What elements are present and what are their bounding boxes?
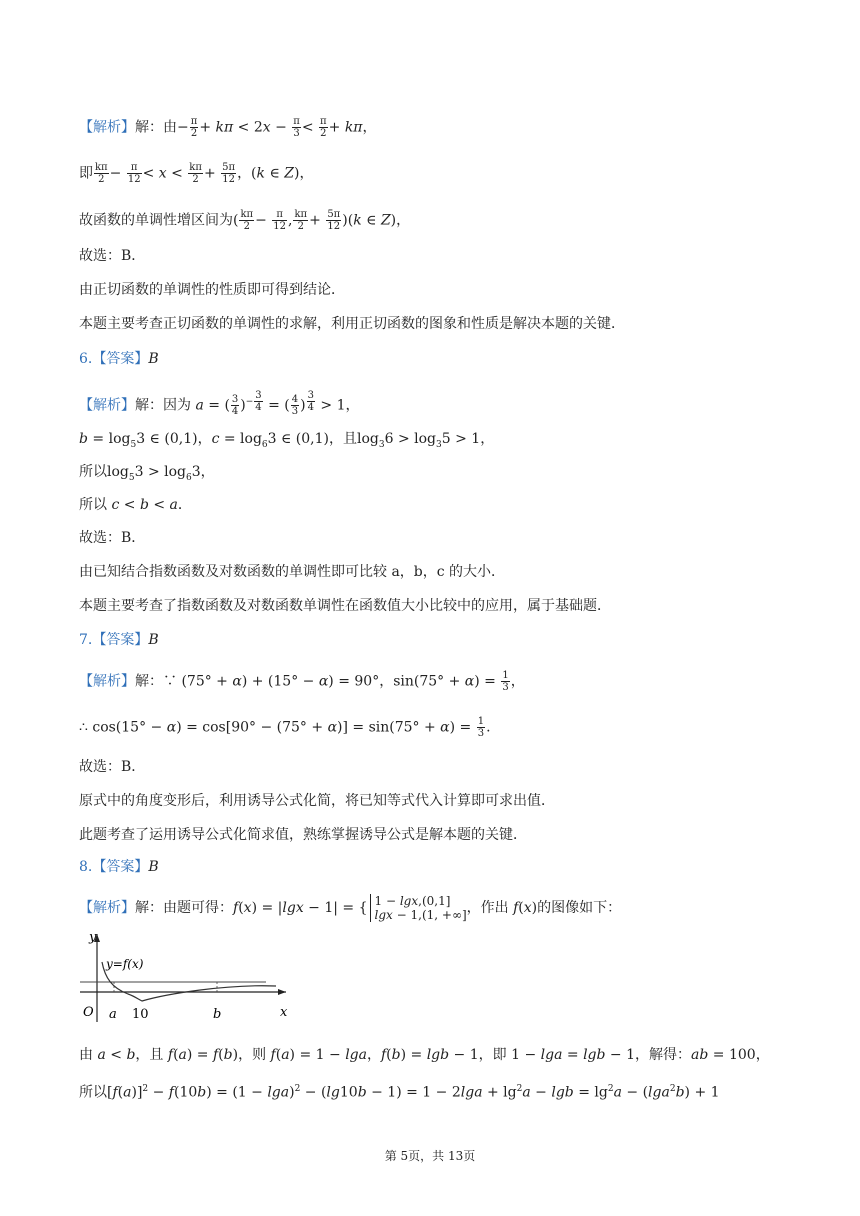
line-9: $b = \log_53$ ∈ (0,1)，$c = \log_63$ ∈ (0,1)，且$\log_36 > \log_35 > 1$， [79, 431, 495, 450]
answer-7: 7.【答案】B [79, 632, 159, 648]
line-3: 故函数的单调性增区间为( $\frac{k\pi}{2}$ − $\frac{\pi}{12}$ , $\frac{k\pi}{2}$ + $\frac{5\pi}{12}$ )(k ∈ Z)， [79, 209, 411, 232]
line-11: 所以 c < b < a． [79, 497, 192, 513]
x-label: x [280, 1005, 288, 1020]
function-graph [76, 926, 296, 1026]
line-22: 【解析】解：由题可得：f(x) = |lgx − 1| = { 1 − lgx,(0,1] lgx − 1,(1, +∞] ，作出 f(x)的图像如下： [79, 894, 622, 922]
line-1: 【解析】解：由− $\frac{\pi}{2}$ + kπ < 2x − $\frac{\pi}{3}$ < $\frac{\pi}{2}$ + kπ， [79, 116, 377, 139]
line-6: 本题主要考查正切函数的单调性的求解，利用正切函数的图象和性质是解决本题的关键． [79, 316, 625, 332]
x-axis-arrow [278, 989, 286, 995]
y-label: y [89, 930, 97, 945]
line-19: 原式中的角度变形后，利用诱导公式化简，将已知等式代入计算即可求出值． [79, 793, 555, 809]
answer-6: 6.【答案】B [79, 351, 159, 367]
line-5: 由正切函数的单调性的性质即可得到结论． [79, 282, 345, 298]
line-10: 所以$\log_53 > \log_63$， [79, 464, 215, 483]
line-13: 由已知结合指数函数及对数函数的单调性即可比较 a，b，c 的大小． [79, 564, 506, 580]
tick-a: a [109, 1007, 117, 1022]
line-20: 此题考查了运用诱导公式化简求值，熟练掌握诱导公式是解本题的关键． [79, 827, 527, 843]
tick-b: b [213, 1007, 222, 1022]
curve-label: y=f(x) [106, 957, 144, 971]
line-14: 本题主要考查了指数函数及对数函数单调性在函数值大小比较中的应用，属于基础题． [79, 598, 611, 614]
line-2: 即 $\frac{k\pi}{2}$ − $\frac{\pi}{12}$ < x < $\frac{k\pi}{2}$ + $\frac{5\pi}{12}$ ，(k ∈ Z)， [79, 162, 314, 185]
line-23: 由 a < b，且 f(a) = f(b)，则 f(a) = 1 − lga，f(b) = lgb − 1，即 1 − lga = lgb − 1，解得：ab = 100， [79, 1047, 770, 1063]
line-16: 【解析】解：∵ (75° + α) + (15° − α) = 90°，sin(75° + α) = $\frac{1}{3}$ ， [79, 670, 525, 693]
line-4: 故选：B． [79, 248, 146, 264]
page-footer: 第 5页，共 13页 [384, 1149, 476, 1163]
origin-label: O [83, 1005, 94, 1020]
line-17: ∴ cos(15° − α) = cos[90° − (75° + α)] = sin(75° + α) = $\frac{1}{3}$ . [79, 716, 491, 739]
line-8: 【解析】解：因为 a = ( $\frac{3}{4}$ )$^{- \frac{3}{4}}$ = ( $\frac{4}{3}$ ) $^{\frac{3}{4}}$ > 1， [79, 390, 360, 418]
tick-10: 10 [132, 1007, 149, 1022]
line-12: 故选：B． [79, 530, 146, 546]
answer-8: 8.【答案】B [79, 859, 159, 875]
line-18: 故选：B． [79, 759, 146, 775]
line-24: 所以$[f(a)]^2 - f(10b) = (1 - \lg a)^2 - (\lg 10b - 1) = 1 - 2\lg a + \lg^2a - \lg b = \lg^2a - (\lg a^2b) + 1$ [79, 1084, 720, 1101]
